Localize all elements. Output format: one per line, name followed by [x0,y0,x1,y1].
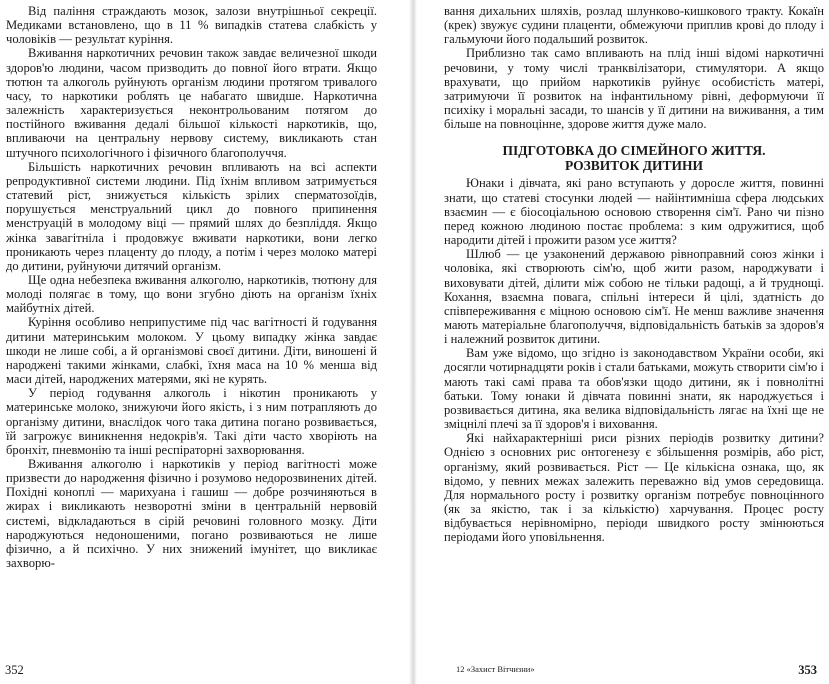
left-page [0,0,414,684]
paragraph: Від паління страждають мозок, залози внутрішньої секреції. Медиками встановлено, що в 11 % випадків статева слабкість у чоловіків — результат куріння. [6,4,377,47]
paragraph: Вживання алкоголю і наркотиків у період вагітності може призвести до народження фізично і розумово недорозвинених дітей. Похідні коноплі — марихуана і гашиш — добре розчиняються в жирах і викликають незворотні зміни в центральній нервовій системі, відкладаються в сірій речовині головного мозку. Діти народжуються недоношеними, погано розвиваються не лише фізично, а й психічно. У них знижений імунітет, що викликає захворю- [6,457,377,571]
page-number: 352 [5,663,24,677]
continued-paragraph: вання дихальних шляхів, розлад шлунково-кишкового тракту. Кокаїн (крек) звужує судини плаценти, обмежуючи приплив крові до плоду і гальмуючи його подальший розвиток. [444,4,824,47]
paragraph: Приблизно так само впливають на плід інші відомі наркотичні речовини, у тому числі транквілізатори, стимулятори. А якщо врахувати, що прийом наркотиків руйнує особистість матері, затримуючи її розвиток на інфантильному рівні, деформуючи її психіку і моральні засади, то шансів у її дитини на виживання, а тим більше на повноцінне, здорове життя дуже мало. [444,46,824,132]
right-text-column [444,4,824,544]
section-heading-line: ПІДГОТОВКА ДО СІМЕЙНОГО ЖИТТЯ. [502,143,766,159]
page-number: 353 [798,663,817,677]
paragraph: Вживання наркотичних речовин також завдає величезної шкоди здоров'ю людини, часом призводить до повної його втрати. Якщо тютюн та алкоголь руйнують організм людини протягом тривалого часу, то наркотики роблять це набагато швидше. Наркотична залежність характеризується неконтрольованим потягом до постійного вживання дедалі більшої кількості наркотиків, що, впливаючи на центральну нервову систему, викликають стан штучного психологічного і фізичного благополуччя. [6,46,377,160]
paragraph: Які найхарактерніші риси різних періодів розвитку дитини? Однією з основних рис онтогенезу є збільшення розмірів, або ріст, організму, який розвивається. Ріст — Це кількісна ознака, що, як відомо, у певних межах залежить переважно від умов середовища. Для нормального росту і розвитку організм потребує повноцінного (як за якістю, так і за кількістю) харчування. Процес росту відбувається нерівномірно, періоди швидкого росту змінюються періодами його уповільнення. [444,431,824,545]
paragraph: Вам уже відомо, що згідно із законодавством України особи, які досягли чотирнадцяти років і стали батьками, можуть створити сім'ю і мають такі самі права та обов'язки щодо дитини, як і повнолітні батьки. Тому юнаки й дівчата повинні знати, як народжується і розвивається дитина, яка велика відповідальність лягає на їхні ще не зміцнілі плечі за її здоров'я і виховання. [444,346,824,432]
paragraph: Юнаки і дівчата, які рано вступають у доросле життя, повинні знати, що статеві стосунки людей — найінтимніша сфера людських взаємин — є біосоціальною основою створення сім'ї. Рано чи пізно перед кожною людиною постає проблема: з ким одружитися, щоб народити дітей і прожити разом усе життя? [444,176,824,248]
paragraph: Шлюб — це узаконений державою рівноправний союз жінки і чоловіка, які створюють сім'ю, щоб жити разом, народжувати і виховувати дітей, ділити між собою не тільки радощі, а й труднощі. Кохання, взаємна повага, спільні інтереси й цілі, здатність до співпереживання є міцною основою сім'ї. Не менш важливе значення мають матеріальне благополуччя, відповідальність батьків за здоров'я і належний розвиток дитини. [444,247,824,347]
paragraph: У період годування алкоголь і нікотин проникають у материнське молоко, знижуючи його якість, і з ним потрапляють до організму дитини, внаслідок чого така дитина погано розвивається, їй загрожує виникнення недокрів'я. Такі діти часто хворіють на бронхіт, пневмонію та інші респіраторні захворювання. [6,386,377,457]
footer-signature: 12 «Захист Вітчизни» [456,664,535,674]
right-page [414,0,829,684]
section-heading [444,143,824,173]
paragraph: Більшість наркотичних речовин впливають на всі аспекти репродуктивної системи людини. Під їхнім впливом затримується статевий ріст, знижується кількість зрілих сперматозоїдів, порушується менструальний цикл до повного припинення менструацій в молодому віці — прямий шлях до безпліддя. Якщо жінка завагітніла і продовжує вживати наркотики, вони легко проникають через плаценту до плоду, а потім і через молоко матері до дитини, руйнуючи дитячий організм. [6,159,377,273]
paragraph: Ще одна небезпека вживання алкоголю, наркотиків, тютюну для молоді полягає в тому, що вони згубно діють на організм їхніх майбутніх дітей. [6,272,377,316]
section-heading-line: РОЗВИТОК ДИТИНИ [564,158,704,174]
paragraph: Куріння особливо неприпустиме під час вагітності й годування дитини материнським молоком. У цьому випадку жінка завдає шкоди не лише собі, а й організмові своєї дитини. Діти, виношені й народжені такими жінками, слабкі, їхня маса на 10 % менша від маси дітей, народжених матерями, які не курять. [6,315,377,387]
left-text-column [6,4,377,570]
